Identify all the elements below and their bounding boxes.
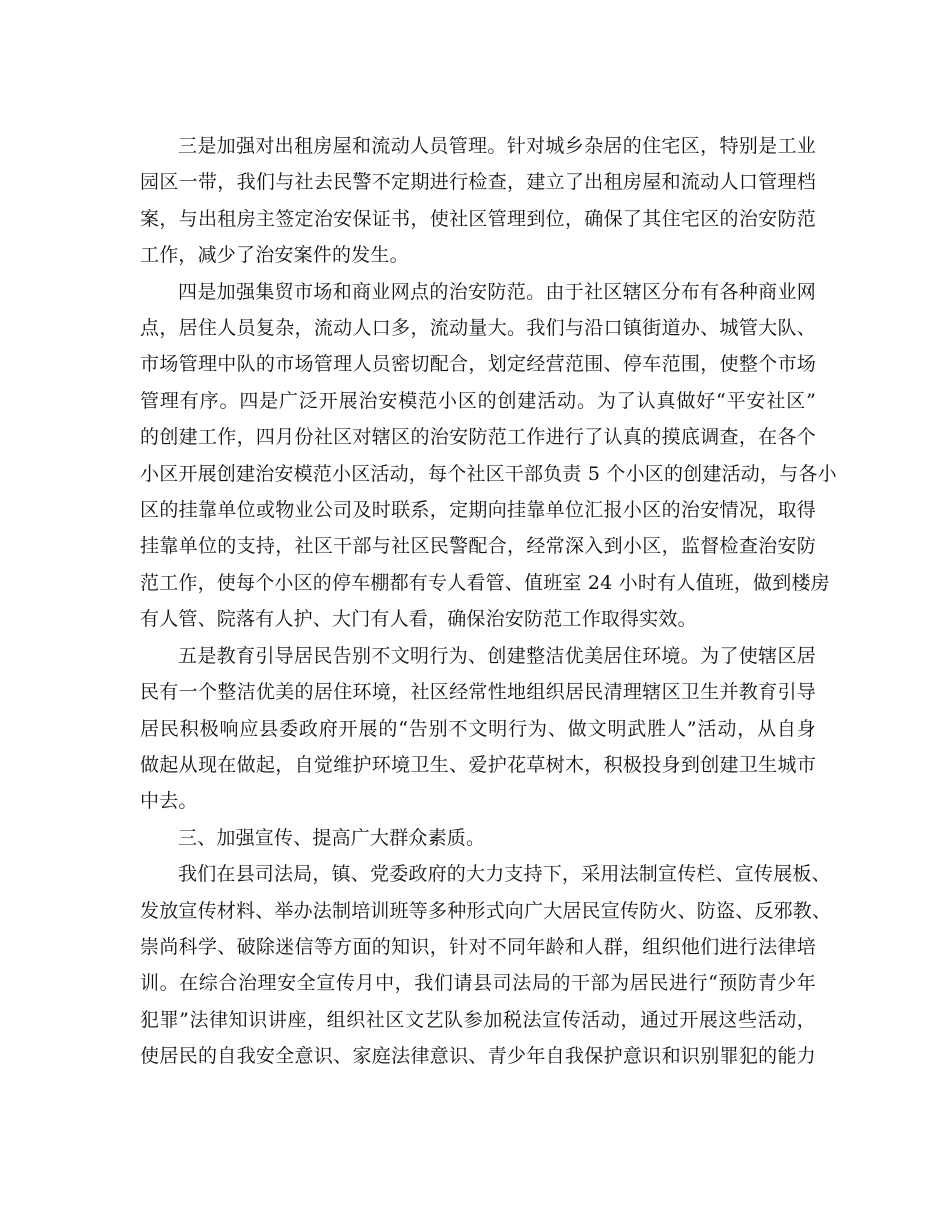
text-line: 中去。 [140, 790, 198, 813]
text-line: 区的挂靠单位或物业公司及时联系，定期向挂靠单位汇报小区的治安情况，取得 [140, 499, 816, 522]
text-line: 小区开展创建治安模范小区活动，每个社区干部负责 5 个小区的创建活动，与各小 [140, 462, 837, 485]
text-line: 我们在县司法局，镇、党委政府的大力支持下，采用法制宣传栏、宣传展板、 [178, 863, 831, 886]
text-line: 崇尚科学、破除迷信等方面的知识，针对不同年龄和人群，组织他们进行法律培 [140, 935, 816, 958]
text-line: 园区一带，我们与社去民警不定期进行检查，建立了出租房屋和流动人口管理档 [140, 171, 816, 194]
paragraph [140, 638, 816, 820]
text-line: 训。在综合治理安全宣传月中，我们请县司法局的干部为居民进行“预防青少年 [140, 972, 816, 995]
paragraph [140, 856, 832, 1074]
text-line: 管理有序。四是广泛开展治安模范小区的创建活动。为了认真做好“平安社区” [140, 389, 816, 412]
text-line: 的创建工作，四月份社区对辖区的治安防范工作进行了认真的摸底调查，在各个 [140, 426, 816, 449]
text-line: 民有一个整洁优美的居住环境，社区经常性地组织居民清理辖区卫生并教育引导 [140, 681, 816, 704]
paragraph [140, 274, 837, 638]
text-line: 三、加强宣传、提高广大群众素质。 [178, 826, 486, 849]
text-line: 工作，减少了治安案件的发生。 [140, 244, 409, 267]
text-line: 挂靠单位的支持，社区干部与社区民警配合，经常深入到小区，监督检查治安防 [140, 535, 816, 558]
text-line: 做起从现在做起，自觉维护环境卫生、爱护花草树木，积极投身到创建卫生城市 [140, 753, 816, 776]
text-line: 四是加强集贸市场和商业网点的治安防范。由于社区辖区分布有各种商业网 [178, 280, 816, 303]
text-line: 发放宣传材料、举办法制培训班等多种形式向广大居民宣传防火、防盗、反邪教、 [140, 899, 832, 922]
text-line: 犯罪”法律知识讲座，组织社区文艺队参加税法宣传活动，通过开展这些活动， [140, 1008, 816, 1031]
text-line: 五是教育引导居民告别不文明行为、创建整洁优美居住环境。为了使辖区居 [178, 644, 816, 667]
paragraph [140, 820, 816, 856]
paragraph [140, 128, 816, 274]
text-line: 居民积极响应县委政府开展的“告别不文明行为、做文明武胜人”活动，从自身 [140, 717, 816, 740]
text-line: 使居民的自我安全意识、家庭法律意识、青少年自我保护意识和识别罪犯的能力 [140, 1045, 816, 1068]
text-line: 有人管、院落有人护、大门有人看，确保治安防范工作取得实效。 [140, 608, 697, 631]
text-line: 三是加强对出租房屋和流动人员管理。针对城乡杂居的住宅区，特别是工业 [178, 135, 816, 157]
text-line: 市场管理中队的市场管理人员密切配合，划定经营范围、停车范围，使整个市场 [140, 353, 816, 376]
text-line: 点，居住人员复杂，流动人口多，流动量大。我们与沿口镇街道办、城管大队、 [140, 317, 816, 340]
document-body [140, 128, 837, 1075]
text-line: 案，与出租房主签定治安保证书，使社区管理到位，确保了其住宅区的治安防范 [140, 207, 816, 230]
text-line: 范工作，使每个小区的停车棚都有专人看管、值班室 24 小时有人值班，做到楼房 [140, 571, 830, 594]
